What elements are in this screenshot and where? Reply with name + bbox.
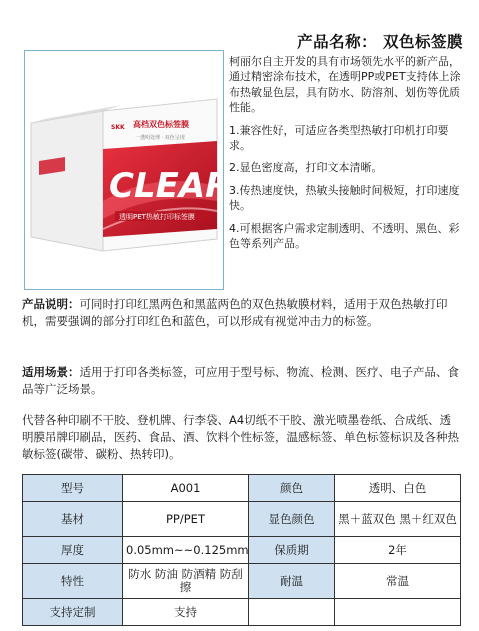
spec-value: A001 [123,475,249,502]
spec-value: 支持 [123,599,249,626]
box-heading: 高档双色标签膜 [133,120,189,129]
spec-empty-cell [335,599,461,626]
table-row [23,537,461,564]
feature-1: 1.兼容性好，可适应各类型热敏打印机打印要求。 [229,123,449,153]
page-title: 产品名称： 双色标签膜 [297,33,463,51]
spec-label: 特性 [23,564,123,599]
spec-label: 支持定制 [23,599,123,626]
spec-empty-cell [249,599,335,626]
spec-label: 颜色 [249,475,335,502]
product-box-illustration [25,51,223,289]
box-subheading: 一透明处理 · 双色呈现 [135,135,185,141]
spec-label: 保质期 [249,537,335,564]
box-band-text: 透明PET热敏打印标签膜 [119,213,195,221]
scenario-text: 适用于打印各类标签，可应用于型号标、物流、检测、医疗、电子产品、食品等广泛场景。 [22,365,459,396]
spec-value: 2年 [335,537,461,564]
box-logo-text: CLEAR [109,166,223,206]
box-brand: SKK [111,124,125,131]
spec-value: 常温 [335,564,461,599]
spec-table [22,474,461,626]
table-row [23,599,461,626]
spec-label: 型号 [23,475,123,502]
usage-scenario [22,364,462,398]
spec-label: 显色颜色 [249,502,335,537]
spec-value: 黑＋蓝双色 黑＋红双色 [335,502,461,537]
table-row [23,564,461,599]
intro-text [229,54,465,258]
box-side [31,111,103,251]
services-text: 代替各种印刷不干胶、登机牌、行李袋、A4切纸不干胶、激光喷墨卷纸、合成纸、透明膜吊牌印刷品，医药、食品、酒、饮料个性标签，温感标签、单色标签标识及各种热敏标签(碳带、碳粉、热转印)。 [22,413,459,461]
product-image [24,50,224,290]
spec-value: 透明、白色 [335,475,461,502]
spec-value: 防水 防油 防酒精 防刮擦 [123,564,249,599]
description-text: 可同时打印红黑两色和黑蓝两色的双色热敏膜材料，适用于双色热敏打印机，需要强调的部分打印红色和蓝色，可以形成有视觉冲击力的标签。 [22,297,448,328]
spec-value: 0.05mm~~0.125mm [123,537,249,564]
feature-2: 2.显色密度高，打印文本清晰。 [229,161,383,175]
spec-value: PP/PET [123,502,249,537]
feature-4: 4.可根据客户需求定制透明、不透明、黑色、彩色等系列产品。 [229,221,460,251]
spec-label: 基材 [23,502,123,537]
product-description [22,296,462,330]
spec-label: 厚度 [23,537,123,564]
services-paragraph [22,412,462,463]
intro-paragraph: 柯丽尔自主开发的具有市场领先水平的新产品，通过精密涂布技术，在透明PP或PET支持体上涂布热敏显色层，具有防水、防溶剂、划伤等优质性能。 [229,55,461,115]
feature-3: 3.传热速度快，热敏头接触时间极短，打印速度快。 [229,183,460,213]
table-row [23,502,461,537]
spec-label: 耐温 [249,564,335,599]
description-label: 产品说明： [22,297,80,311]
scenario-label: 适用场景： [22,365,80,379]
table-row [23,475,461,502]
